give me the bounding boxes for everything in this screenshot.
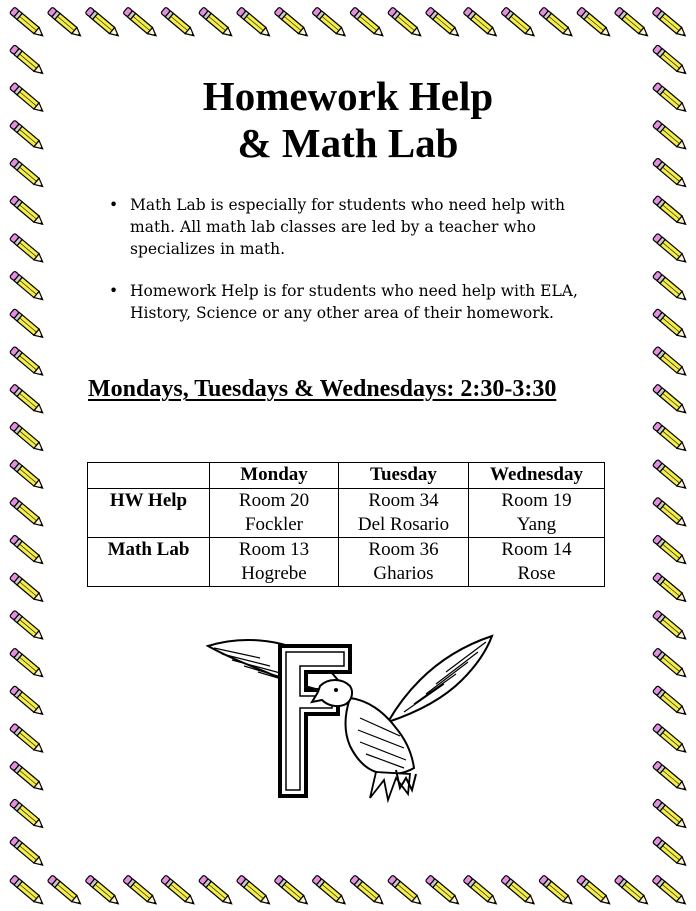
pencil-icon <box>9 836 45 868</box>
pencil-icon <box>350 875 386 907</box>
row-header-hw-help: HW Help <box>88 489 210 538</box>
pencil-icon <box>9 346 45 378</box>
pencil-icon <box>652 761 688 793</box>
pencil-icon <box>9 875 45 907</box>
table-header-row <box>88 463 605 489</box>
pencil-icon <box>501 7 537 39</box>
teacher: Yang <box>516 514 557 535</box>
pencil-icon <box>652 271 688 303</box>
room: Room 14 <box>501 539 572 560</box>
pencil-icon <box>350 7 386 39</box>
pencil-icon <box>9 459 45 491</box>
pencil-icon <box>236 7 272 39</box>
schedule-table <box>87 462 605 587</box>
pencil-icon <box>9 45 45 77</box>
table-cell <box>210 538 339 587</box>
pencil-icon <box>9 761 45 793</box>
pencil-icon <box>652 7 688 39</box>
table-corner <box>88 463 210 489</box>
pencil-icon <box>463 7 499 39</box>
table-row <box>88 489 605 538</box>
pencil-icon <box>312 875 348 907</box>
pencil-icon <box>652 45 688 77</box>
pencil-icon <box>463 875 499 907</box>
schedule-heading: Mondays, Tuesdays & Wednesdays: 2:30-3:30 <box>88 376 557 402</box>
pencil-icon <box>9 610 45 642</box>
pencil-icon <box>9 686 45 718</box>
column-header-monday: Monday <box>210 463 339 489</box>
logo-letter-f <box>280 646 350 796</box>
teacher: Rose <box>517 563 556 584</box>
pencil-icon <box>9 422 45 454</box>
page-title-line1: Homework Help <box>202 73 494 119</box>
eagle-icon <box>200 628 500 803</box>
pencil-icon <box>387 7 423 39</box>
pencil-icon <box>652 346 688 378</box>
pencil-icon <box>652 836 688 868</box>
pencil-icon <box>652 309 688 341</box>
pencil-icon <box>501 875 537 907</box>
pencil-icon <box>9 309 45 341</box>
column-header-tuesday: Tuesday <box>339 463 469 489</box>
pencil-icon <box>652 497 688 529</box>
pencil-icon <box>539 875 575 907</box>
pencil-icon <box>652 686 688 718</box>
pencil-icon <box>9 195 45 227</box>
pencil-icon <box>274 7 310 39</box>
table-cell <box>469 538 605 587</box>
pencil-icon <box>576 875 612 907</box>
pencil-icon <box>652 572 688 604</box>
room: Room 19 <box>501 490 572 511</box>
pencil-icon <box>9 648 45 680</box>
pencil-icon <box>161 7 197 39</box>
pencil-icon <box>652 799 688 831</box>
room: Room 36 <box>368 539 439 560</box>
pencil-icon <box>539 7 575 39</box>
row-header-math-lab: Math Lab <box>88 538 210 587</box>
bullet-text: Math Lab is especially for students who need help with math. All math lab classes are led by a teacher who specializes in math. <box>130 196 566 258</box>
pencil-icon <box>652 459 688 491</box>
pencil-icon <box>652 535 688 567</box>
pencil-icon <box>47 875 83 907</box>
table-cell <box>210 489 339 538</box>
pencil-icon <box>198 875 234 907</box>
pencil-icon <box>652 195 688 227</box>
pencil-icon <box>9 535 45 567</box>
table-cell <box>339 538 469 587</box>
table-cell <box>339 489 469 538</box>
pencil-icon <box>652 723 688 755</box>
teacher: Del Rosario <box>357 514 450 535</box>
pencil-icon <box>652 610 688 642</box>
table-row <box>88 538 605 587</box>
pencil-icon <box>614 875 650 907</box>
column-header-wednesday: Wednesday <box>469 463 605 489</box>
pencil-icon <box>425 875 461 907</box>
pencil-icon <box>236 875 272 907</box>
pencil-icon <box>652 422 688 454</box>
room: Room 34 <box>368 490 439 511</box>
pencil-icon <box>652 648 688 680</box>
bullet-icon: • <box>109 282 119 300</box>
list-item <box>108 280 588 324</box>
info-bullets <box>108 194 588 344</box>
bullet-icon: • <box>109 196 119 214</box>
pencil-icon <box>85 875 121 907</box>
pencil-icon <box>9 7 45 39</box>
teacher: Hogrebe <box>241 563 307 584</box>
teacher: Gharios <box>373 563 434 584</box>
pencil-icon <box>161 875 197 907</box>
pencil-icon <box>652 233 688 265</box>
pencil-icon <box>652 875 688 907</box>
list-item <box>108 194 588 260</box>
pencil-icon <box>652 384 688 416</box>
pencil-icon <box>576 7 612 39</box>
pencil-icon <box>9 233 45 265</box>
pencil-icon <box>123 7 159 39</box>
room: Room 13 <box>238 539 310 560</box>
pencil-icon <box>387 875 423 907</box>
pencil-icon <box>9 497 45 529</box>
pencil-icon <box>85 7 121 39</box>
pencil-icon <box>274 875 310 907</box>
pencil-icon <box>425 7 461 39</box>
table-cell <box>469 489 605 538</box>
pencil-icon <box>47 7 83 39</box>
pencil-icon <box>9 572 45 604</box>
pencil-icon <box>9 723 45 755</box>
pencil-icon <box>9 271 45 303</box>
pencil-icon <box>614 7 650 39</box>
pencil-icon <box>9 384 45 416</box>
page-title-line2: & Math Lab <box>237 120 459 166</box>
bullet-text: Homework Help is for students who need help with ELA, History, Science or any other area of their homework. <box>130 282 578 322</box>
room: Room 20 <box>238 490 310 511</box>
pencil-icon <box>123 875 159 907</box>
pencil-icon <box>9 799 45 831</box>
pencil-icon <box>312 7 348 39</box>
teacher: Fockler <box>244 514 304 535</box>
pencil-icon <box>198 7 234 39</box>
